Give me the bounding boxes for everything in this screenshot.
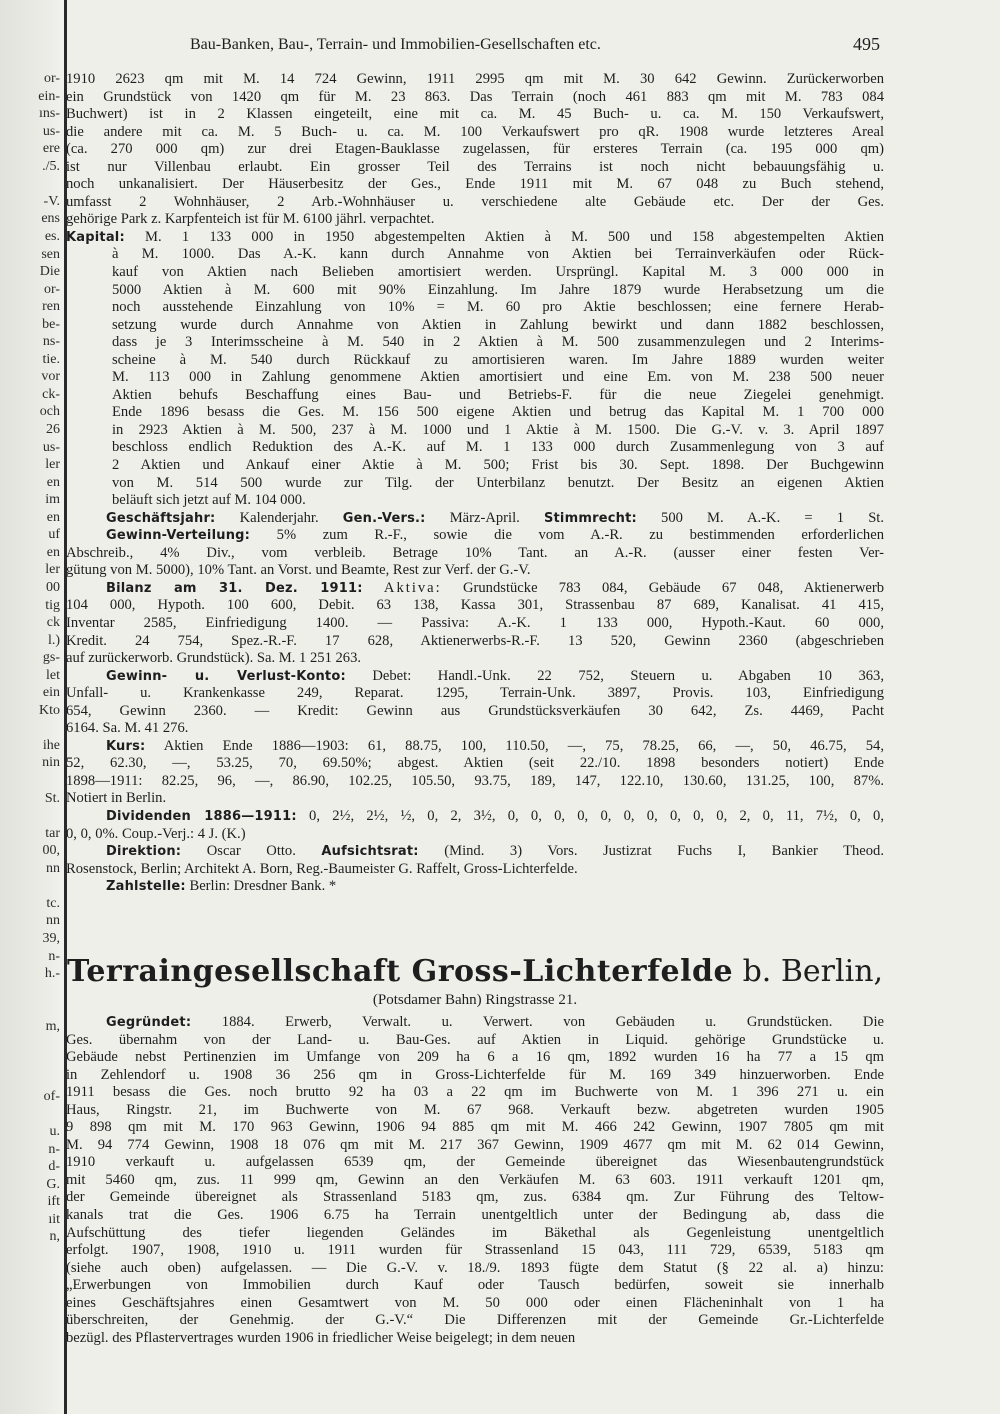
text-line: 2 Aktien und Ankauf einer Aktie à M. 500; Frist bis 30. Sept. 1898. Der Buchgewinn	[112, 457, 884, 474]
previous-column-fragment: gs-	[42, 650, 60, 666]
text-line: der Gemeinde übereignet als Strassenland 5183 qm, zus. 6384 qm. Zur Führung des Teltow-	[66, 1189, 884, 1206]
text-line: 1910 verkauft u. aufgelassen 6539 qm, der Gemeinde übereignet das Wiesenbautengrundstück	[66, 1154, 884, 1171]
text-line: (siehe auch oben) aufgelassen. — Die G.-V. v. 18./9. 1893 fügte dem Statut (§ 22 al. a) hinzu:	[66, 1259, 884, 1276]
text-line: setzung wurde durch Annahme von Aktien in Zahlung bewirkt und dann 1882 beschlossen,	[112, 316, 884, 333]
geschaeftsjahr-line	[66, 510, 884, 528]
gen-vers-label: Gen.-Vers.:	[342, 510, 426, 526]
text-line: Buchwert) ist in 2 Klassen eingeteilt, eine mit ca. M. 45 Buch- u. ca. M. 150 Verkaufswert,	[66, 106, 884, 123]
text-line: scheine à M. 540 durch Rückkauf zu amortisieren waren. Im Jahre 1889 wurden weiter	[112, 351, 884, 368]
previous-column-fragment: nin	[42, 755, 60, 771]
text-line: Aktien behufs Beschaffung eines Bau- und Betriebs-F. für die neue Ziegelei genehmigt.	[112, 386, 884, 403]
previous-column-fragment: us-	[42, 123, 60, 139]
text-line: 6164. Sa. M. 41 276.	[66, 720, 189, 737]
running-header	[190, 32, 880, 58]
gewinn-konto-paragraph	[66, 685, 884, 738]
text-line: Haus, Ringstr. 21, im Buchwerte von M. 67 968. Verkauft bezw. abgetreten wurden 1905	[66, 1101, 884, 1118]
previous-column-fragment: d-	[48, 1159, 60, 1175]
text-line: Rosenstock, Berlin; Architekt A. Born, Reg.-Baumeister G. Raffelt, Gross-Lichterfelde.	[66, 860, 578, 877]
previous-column-fragment: ck-	[42, 386, 60, 402]
text-line: Abschreib., 4% Div., vom verbleib. Betrage 10% Tant. an A.-R. (ausser einer festen Ver-	[66, 544, 884, 561]
previous-column-fragment: n-	[48, 1141, 60, 1157]
previous-column-fragment: u.	[49, 1124, 60, 1139]
previous-column-fragments	[0, 0, 62, 1414]
previous-column-fragment: ein-	[38, 88, 60, 104]
text-line: Inventar 2585, Einfriedigung 1400. — Passiva: A.-K. 1 133 000, Hypoth.-Kaut. 60 000,	[66, 614, 884, 631]
stimmrecht-text: 500 M. A.-K. = 1 St.	[636, 509, 884, 526]
zahlstelle-line	[66, 878, 884, 896]
gewinn-verteilung-line	[66, 527, 884, 545]
text-line: 52, 62.30, —, 53.25, 70, 69.50%; abgest. Aktien (seit 22./10. 1898 besonders notiert) Ende	[66, 755, 884, 772]
text-line: kauf von Aktien nach Belieben amortisiert werden. Ursprüngl. Kapital M. 3 000 000 in	[112, 264, 884, 281]
previous-column-fragment: l.)	[47, 632, 60, 648]
previous-column-fragment: let	[46, 667, 60, 683]
kurs-label: Kurs:	[106, 738, 146, 754]
geschaeftsjahr-text: Kalenderjahr.	[215, 509, 343, 526]
dividenden-line	[66, 808, 884, 826]
company-title	[66, 954, 884, 989]
section-continuation	[66, 71, 884, 896]
previous-column-fragment: G.	[46, 1176, 60, 1192]
gegruendet-paragraph	[66, 1032, 884, 1348]
company-location: b. Berlin,	[733, 954, 884, 989]
page-number: 495	[853, 34, 880, 54]
previous-column-fragment: ens	[41, 211, 60, 227]
previous-column-fragment: tie.	[42, 351, 60, 367]
previous-column-fragment: m,	[45, 1018, 60, 1034]
text-line: von M. 514 500 wurde zur Tilg. der Unterbilanz benutzt. Der Besitz an eigenen Aktien	[112, 474, 884, 491]
previous-column-fragment: 00,	[42, 843, 60, 859]
previous-column-fragment: tar	[45, 825, 60, 841]
previous-column-fragment: of-	[43, 1088, 60, 1104]
previous-column-fragment: n-	[48, 948, 60, 964]
previous-column-fragment: Die	[39, 264, 60, 280]
text-line: 5000 Aktien à M. 600 mit 90% Einzahlung. Im Jahre 1879 wurde Herabsetzung um die	[112, 281, 884, 298]
previous-column-fragment: ler	[45, 562, 60, 578]
text-line: 0, 0, 0%. Coup.-Verj.: 4 J. (K.)	[66, 825, 246, 842]
zahlstelle-text: Berlin: Dresdner Bank. *	[185, 878, 337, 895]
gewinn-konto-text: Debet: Handl.-Unk. 22 752, Steuern u. Abgaben 10 363,	[345, 667, 884, 684]
previous-column-fragment: ein	[42, 685, 60, 701]
kapital-heading-line	[66, 229, 884, 247]
dividenden-text: 0, 2½, 2½, ½, 0, 2, 3½, 0, 0, 0, 0, 0, 0, 0, 0, 0, 0, 2, 0, 11, 7½, 0, 0,	[296, 807, 884, 824]
zahlstelle-label: Zahlstelle:	[106, 879, 186, 895]
previous-column-fragment: h.-	[44, 966, 60, 982]
text-line: Unfall- u. Krankenkasse 249, Reparat. 1295, Terrain-Unk. 3897, Provis. 103, Einfriedigung	[66, 685, 884, 702]
previous-column-fragment: en	[46, 509, 60, 525]
text-line: Aufschüttung des tiefer liegenden Geländes im Bäkethal als Gegenleistung unentgeltlich	[66, 1224, 884, 1241]
dividenden-label: Dividenden 1886—1911:	[106, 808, 297, 824]
text-line: 104 000, Hypoth. 100 600, Debit. 63 138, Kassa 301, Strassenbau 87 689, Kanalisat. 41 415,	[66, 597, 884, 614]
gen-vers-text: März-April.	[425, 509, 544, 526]
gewinn-verteilung-paragraph	[66, 545, 884, 580]
text-line: Notiert in Berlin.	[66, 790, 167, 807]
previous-column-fragment: uf	[48, 527, 60, 543]
previous-column-fragment: nn	[46, 860, 60, 876]
text-line: dass je 3 Interimsscheine à M. 540 in 2 Aktien à M. 500 zusammenzulegen und 2 Interims-	[112, 334, 884, 351]
text-line: M. 113 000 in Zahlung genommene Aktien amortisiert und eine Em. von M. 238 500 neuer	[112, 369, 884, 386]
previous-column-fragment: ler	[45, 457, 60, 473]
text-line: beläuft sich jetzt auf M. 104 000.	[112, 492, 306, 509]
previous-column-fragment: tc.	[46, 895, 60, 911]
previous-column-fragment: vor	[41, 369, 60, 385]
gewinn-konto-label: Gewinn- u. Verlust-Konto:	[106, 668, 346, 684]
gewinn-verteilung-text: 5% zum R.-F., sowie die vom A.-R. zu bestimmenden erforderlichen	[250, 527, 884, 544]
previous-column-fragment: ere	[42, 141, 60, 157]
text-line: Kredit. 24 754, Spez.-R.-F. 17 628, Aktienerwerbs-R.-F. 13 520, Gewinn 2360 (abgeschrieben	[66, 632, 884, 649]
previous-column-fragment: or-	[43, 71, 60, 86]
previous-column-fragment: en	[46, 474, 60, 490]
previous-column-fragment: or-	[43, 281, 60, 297]
terrain-paragraph	[66, 71, 884, 229]
geschaeftsjahr-label: Geschäftsjahr:	[106, 510, 216, 526]
previous-column-fragment: Kto	[39, 702, 60, 718]
bilanz-paragraph	[66, 597, 884, 667]
previous-column-fragment: ck	[46, 615, 60, 631]
text-line: à M. 1000. Das A.-K. kann durch Annahme von Aktien bei Terrainverkäufen oder Rück-	[112, 246, 884, 263]
text-line: noch unkanalisiert. Der Häuserbesitz der Ges., Ende 1911 mit M. 67 048 zu Buch stehend,	[66, 176, 884, 193]
text-line: in 2923 Aktien à M. 500, 237 à M. 1000 und 1 Aktie à M. 1500. Die G.-V. v. 3. April 1897	[112, 421, 884, 438]
previous-column-fragment: us-	[42, 439, 60, 455]
text-line: (ca. 270 000 qm) zur drei Etagen-Bauklasse zugelassen, für ersteres Terrain (ca. 195 000 qm)	[66, 141, 884, 158]
direktion-label: Direktion:	[106, 844, 182, 860]
text-line: überschreiten, der Genehmig. der G.-V.“ Die Differenzen mit der Gemeinde Gr.-Lichterfelde	[66, 1312, 884, 1329]
text-line: „Erwerbungen von Immobilien durch Kauf oder Tausch bedürfen, soweit sie innerhalb	[66, 1277, 884, 1294]
text-line: noch ausstehende Einzahlung von 10% = M. 60 pro Aktie beschlossen; eine fernere Herab-	[112, 299, 884, 316]
kurs-text: Aktien Ende 1886—1903: 61, 88.75, 100, 110.50, —, 75, 78.25, 66, —, 50, 46.75, 54,	[145, 737, 884, 754]
previous-column-fragment: tig	[45, 597, 60, 613]
text-line: gehörige Park z. Karpfenteich ist für M. 6100 jährl. verpachtet.	[66, 211, 435, 228]
kurs-paragraph	[66, 755, 884, 808]
text-line: 1910 2623 qm mit M. 14 724 Gewinn, 1911 2995 qm mit M. 30 642 Gewinn. Zurückerworben	[66, 71, 884, 87]
gegruendet-label: Gegründet:	[106, 1015, 192, 1030]
previous-column-fragment: 00	[46, 579, 60, 595]
text-line: beschloss endlich Reduktion des A.-K. auf M. 1 133 000 durch Zusammenlegung von 3 auf	[112, 439, 884, 456]
text-line: gütung von M. 5000), 10% Tant. an Vorst. und Beamte, Rest zur Verf. der G.-V.	[66, 562, 531, 579]
previous-column-fragment: en	[46, 544, 60, 560]
previous-column-fragment: och	[39, 404, 60, 420]
text-line: die andere mit ca. M. 5 Buch- u. ca. M. 100 Verkaufswert pro qR. 1908 wurde letzteres Areal	[66, 123, 884, 140]
gegruendet-line	[66, 1014, 884, 1032]
previous-column-fragment: ıit	[48, 1211, 60, 1227]
text-line: 1898—1911: 82.25, 96, —, 86.90, 102.25, 105.50, 93.75, 189, 147, 122.10, 130.60, 131.25, 100, 87%.	[66, 772, 884, 789]
aufsichtsrat-text: (Mind. 3) Vors. Justizrat Fuchs I, Bankier Theod.	[418, 843, 884, 860]
direktion-text: Oscar Otto.	[181, 843, 322, 860]
kapital-text: M. 1 133 000 in 1950 abgestempelten Aktien à M. 500 und 158 abgestempelten Aktien	[124, 228, 884, 245]
company-address: (Potsdamer Bahn) Ringstrasse 21.	[372, 992, 578, 1008]
text-line: eines Geschäftsjahres einen Gesamtwert von M. 50 000 oder einen Flächeninhalt von 1 ha	[66, 1294, 884, 1311]
company-entry	[66, 1014, 884, 1347]
text-line: Ende 1896 besass die Ges. M. 156 500 eigene Aktien und betrug das Kapital M. 1 700 000	[112, 404, 884, 421]
text-line: mit 5460 qm, zus. 11 999 qm, Gewinn an den Verkäufen M. 63 603. 1911 verkauft 1201 qm,	[66, 1171, 884, 1188]
previous-column-fragment: ıns-	[39, 106, 60, 122]
text-line: Gebäude nebst Pertinenzien im Umfange von 209 ha 6 a 16 qm, 1892 wurden 16 ha 77 a 15 qm	[66, 1049, 884, 1066]
previous-column-fragment: nn	[46, 913, 60, 929]
text-line: umfasst 2 Wohnhäuser, 2 Arb.-Wohnhäuser u. verschiedene alte Gebäude etc. Der der Ges.	[66, 193, 884, 210]
text-line: auf zurückerworb. Grundstück). Sa. M. 1 251 263.	[66, 650, 362, 667]
text-line: kanals trat die Ges. 1906 6.75 ha Terrain unentgeltlich unter der Bedingung ab, dass die	[66, 1207, 884, 1224]
bilanz-text: Grundstücke 783 084, Gebäude 67 048, Aktienerwerb	[441, 579, 884, 596]
text-line: M. 94 774 Gewinn, 1908 18 076 qm mit M. 217 367 Gewinn, 1909 4677 qm mit M. 62 014 Gewinn,	[66, 1136, 884, 1153]
previous-column-fragment: n,	[49, 1229, 60, 1245]
previous-column-fragment: sen	[41, 246, 60, 262]
text-line: Ges. übernahm von der Land- u. Bau-Ges. auf Aktien in Liquid. gehörige Grundstücke u.	[66, 1031, 884, 1048]
bilanz-line	[66, 580, 884, 598]
previous-column-fragment: im	[45, 492, 60, 508]
previous-column-fragment: ./5.	[42, 158, 60, 174]
stimmrecht-label: Stimmrecht:	[543, 510, 637, 526]
kapital-label: Kapital:	[66, 229, 125, 245]
previous-column-fragment: ift	[47, 1194, 60, 1210]
text-line: 9 898 qm mit M. 170 963 Gewinn, 1906 94 885 qm mit M. 466 242 Gewinn, 1907 7805 qm mit	[66, 1119, 884, 1136]
direktion-line	[66, 843, 884, 861]
direktion-paragraph	[66, 861, 884, 879]
text-line: 654, Gewinn 2360. — Kredit: Gewinn aus Grundstücksverkäufen 30 642, Zs. 4469, Pacht	[66, 702, 884, 719]
gewinn-verteilung-label: Gewinn-Verteilung:	[106, 528, 251, 544]
previous-column-fragment: 26	[46, 422, 60, 437]
text-line: 1911 besass die Ges. noch brutto 92 ha 03 a 22 qm im Buchwerte von M. 1 396 271 u. ein	[66, 1084, 884, 1101]
previous-column-fragment: St.	[44, 790, 60, 806]
text-line: erfolgt. 1907, 1908, 1910 u. 1911 wurden für Strassenland 15 043, 111 729, 6539, 5183 qm	[66, 1242, 884, 1259]
previous-column-fragment: 39,	[42, 930, 60, 946]
aufsichtsrat-label: Aufsichtsrat:	[321, 844, 419, 860]
kapital-paragraph	[66, 246, 884, 509]
running-header-title: Bau-Banken, Bau-, Terrain- und Immobilien-Gesellschaften etc.	[190, 36, 601, 53]
gewinn-konto-line	[66, 668, 884, 686]
text-line: in Zehlendorf u. 1908 36 256 qm in Gross-Lichterfelde für M. 169 349 hinzuerworben. Ende	[66, 1066, 884, 1083]
previous-column-fragment: ihe	[42, 737, 60, 753]
previous-column-fragment: -V.	[43, 193, 60, 209]
dividenden-paragraph	[66, 826, 884, 844]
text-line: ist nur Villenbau erlaubt. Ein grosser Teil des Terrains ist noch nicht bebauungsfähig u.	[66, 158, 884, 175]
previous-column-fragment: es.	[44, 228, 60, 244]
aktiva-label: Aktiva:	[383, 579, 442, 596]
previous-column-fragment: ren	[42, 299, 60, 315]
company-name: Terraingesellschaft Gross-Lichterfelde	[66, 954, 734, 989]
kurs-line	[66, 738, 884, 756]
text-line: ein Grundstück von 1420 qm für M. 23 863. Das Terrain (noch 461 883 qm mit M. 783 084	[66, 88, 884, 105]
text-line: bezügl. des Pflastervertrages wurden 1906 in friedlicher Weise beigelegt; in dem neuen	[66, 1329, 576, 1346]
previous-column-fragment: be-	[42, 316, 60, 332]
bilanz-label: Bilanz am 31. Dez. 1911:	[106, 580, 363, 596]
gegruendet-text: 1884. Erwerb, Verwalt. u. Verwert. von Gebäuden u. Grundstücken. Die	[191, 1014, 884, 1030]
previous-column-fragment: ns-	[42, 334, 60, 350]
